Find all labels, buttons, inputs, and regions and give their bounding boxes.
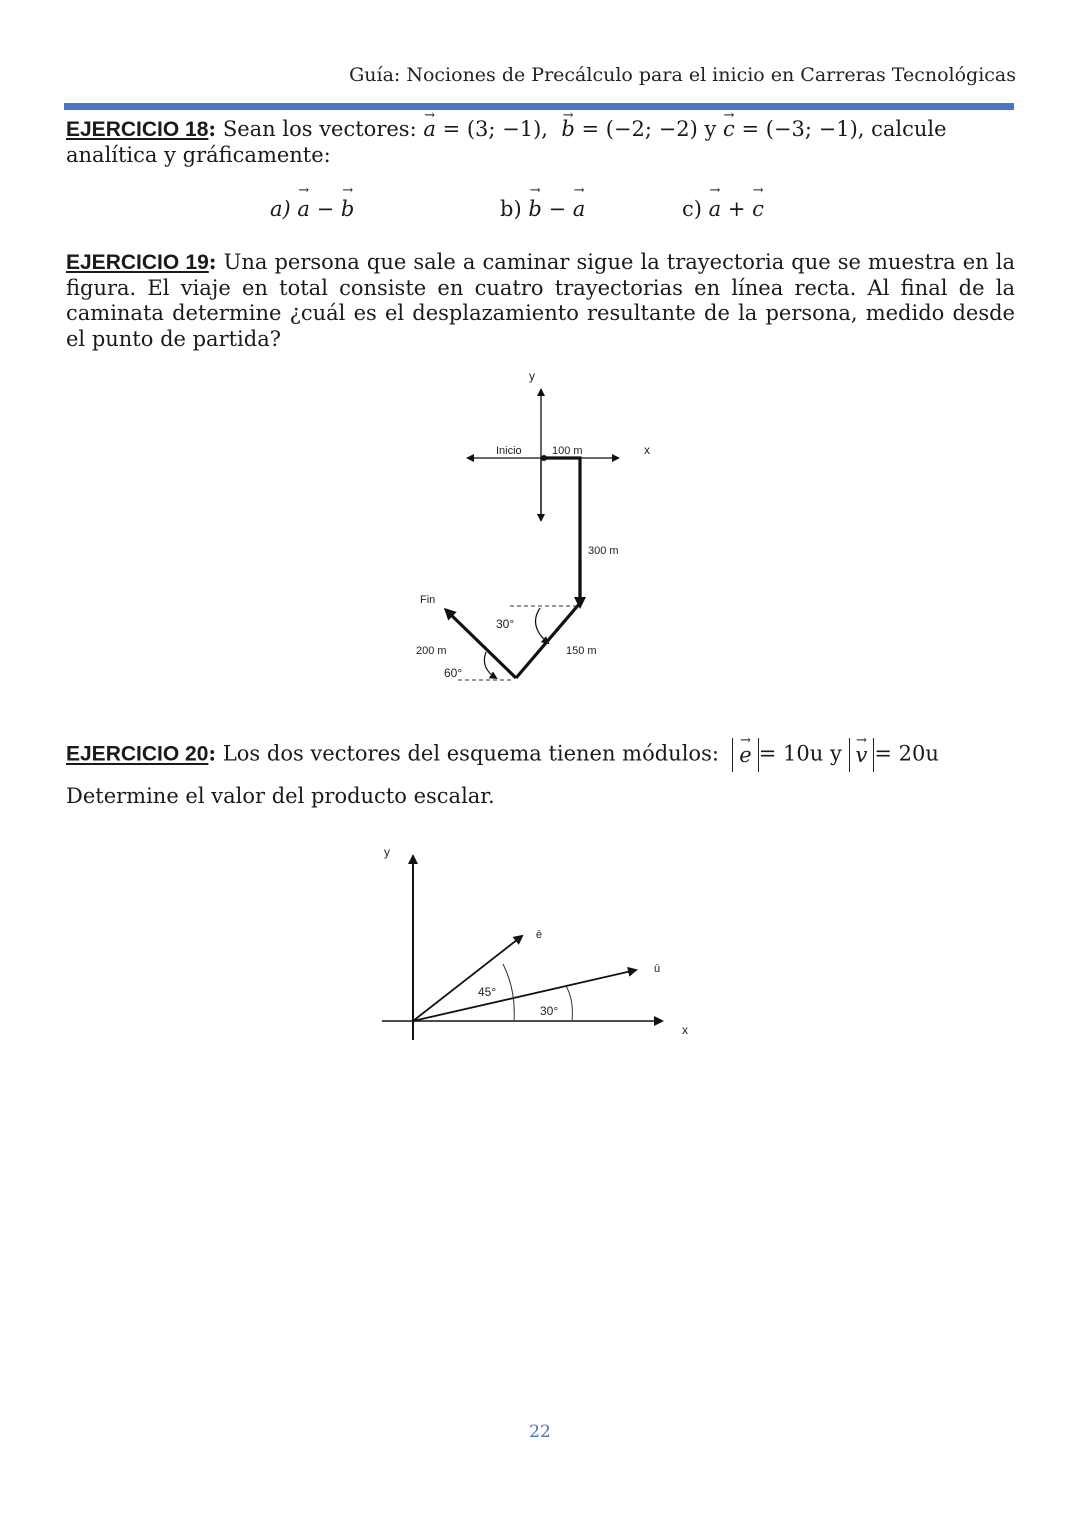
option-c-op: +	[727, 197, 746, 221]
exercise-19-statement: EJERCICIO 19: Una persona que sale a caminar sigue la trayectoria que se muestra en la figura. El viaje en total consiste en cuatro trayectorias en línea recta. Al final de la caminata determine ¿cuál es el desplazamiento resultante de la persona, medido desde el punto de partida?	[66, 249, 1015, 351]
modulus-e	[732, 738, 758, 772]
modulus-v-value: = 20u	[874, 741, 939, 766]
option-a-right: b →	[341, 197, 354, 221]
modulus-conjunction: y	[829, 741, 842, 766]
x-axis-label: x	[644, 443, 650, 457]
option-b-op: −	[548, 197, 567, 221]
page-number: 22	[529, 1422, 551, 1442]
angle-30-label: 30°	[496, 617, 515, 631]
exercise-18-heading: EJERCICIO 18	[66, 118, 209, 141]
vector-e-label: ē	[536, 929, 543, 941]
vector-a-value: = (3; −1),	[442, 117, 548, 141]
option-a-op: −	[316, 197, 335, 221]
segment-3-label: 150 m	[566, 645, 597, 657]
vector-c-value: = (−3; −1), calcule	[741, 117, 947, 141]
angle-30-arc	[536, 608, 549, 643]
start-label: Inicio	[496, 445, 522, 457]
modulus-e-name: e →	[739, 738, 751, 772]
modulus-v-name: v →	[856, 738, 868, 772]
option-b	[500, 197, 585, 221]
option-b-left: b →	[528, 197, 541, 221]
exercise-19-text: Una persona que sale a caminar sigue la trayectoria que se muestra en la figura. El viaje en total consiste en cuatro trayectorias en línea recta. Al final de la caminata determine ¿cuál es el desplazamiento resultante de la persona, medido desde el punto de partida?	[66, 250, 1015, 351]
end-label: Fin	[420, 594, 436, 606]
option-c-left: a →	[709, 197, 722, 221]
vector-b-name: b →	[561, 117, 574, 143]
vector-b-value: = (−2; −2) y	[581, 117, 717, 141]
exercise-18-intro: Sean los vectores:	[222, 117, 417, 141]
exercise-20-line2: Determine el valor del producto escalar.	[66, 784, 495, 808]
exercise-20-heading: EJERCICIO 20	[66, 742, 209, 766]
exercise-18-line2: analítica y gráficamente:	[66, 142, 331, 167]
option-a-label: a)	[270, 197, 291, 221]
vector-v-label: ū	[654, 963, 661, 975]
header-rule	[64, 103, 1014, 110]
option-a	[270, 197, 354, 221]
modulus-v	[849, 738, 875, 772]
y-axis-label: y	[529, 369, 535, 383]
x-axis-label: x	[682, 1023, 688, 1037]
option-c-right: c →	[752, 197, 764, 221]
exercise-20-text: Los dos vectores del esquema tienen módulos:	[222, 741, 719, 766]
segment-4-label: 200 m	[416, 645, 447, 657]
modulus-e-value: = 10u	[758, 741, 824, 766]
exercise-19-heading: EJERCICIO 19	[66, 251, 209, 274]
exercise-20-figure	[370, 840, 710, 1050]
exercise-20-statement: EJERCICIO 20: Los dos vectores del esquema tienen módulos: e → = 10u y v → = 20u	[66, 738, 1015, 772]
segment-1-label: 100 m	[552, 445, 583, 457]
option-b-label: b)	[500, 197, 522, 221]
option-c-label: c)	[682, 197, 702, 221]
angle-30-arc	[566, 986, 572, 1021]
vector-c-name: c →	[723, 117, 735, 143]
option-b-right: a →	[573, 197, 586, 221]
exercise-19-figure	[400, 360, 680, 690]
angle-45-label: 45°	[478, 985, 497, 999]
segment-2-label: 300 m	[588, 545, 619, 557]
vector-a-name: a →	[423, 117, 436, 143]
angle-30-label: 30°	[540, 1004, 559, 1018]
y-axis-label: y	[384, 845, 390, 859]
header-title: Guía: Nociones de Precálculo para el inicio en Carreras Tecnológicas	[349, 64, 1016, 86]
angle-45-arc	[503, 964, 514, 1021]
option-a-left: a →	[297, 197, 310, 221]
exercise-18-statement: EJERCICIO 18: Sean los vectores: a → = (3; −1), b → = (−2; −2) y c → = (−3; −1), calcule analítica y gráficamente:	[66, 116, 1015, 168]
option-c	[682, 197, 764, 221]
angle-60-label: 60°	[444, 666, 463, 680]
